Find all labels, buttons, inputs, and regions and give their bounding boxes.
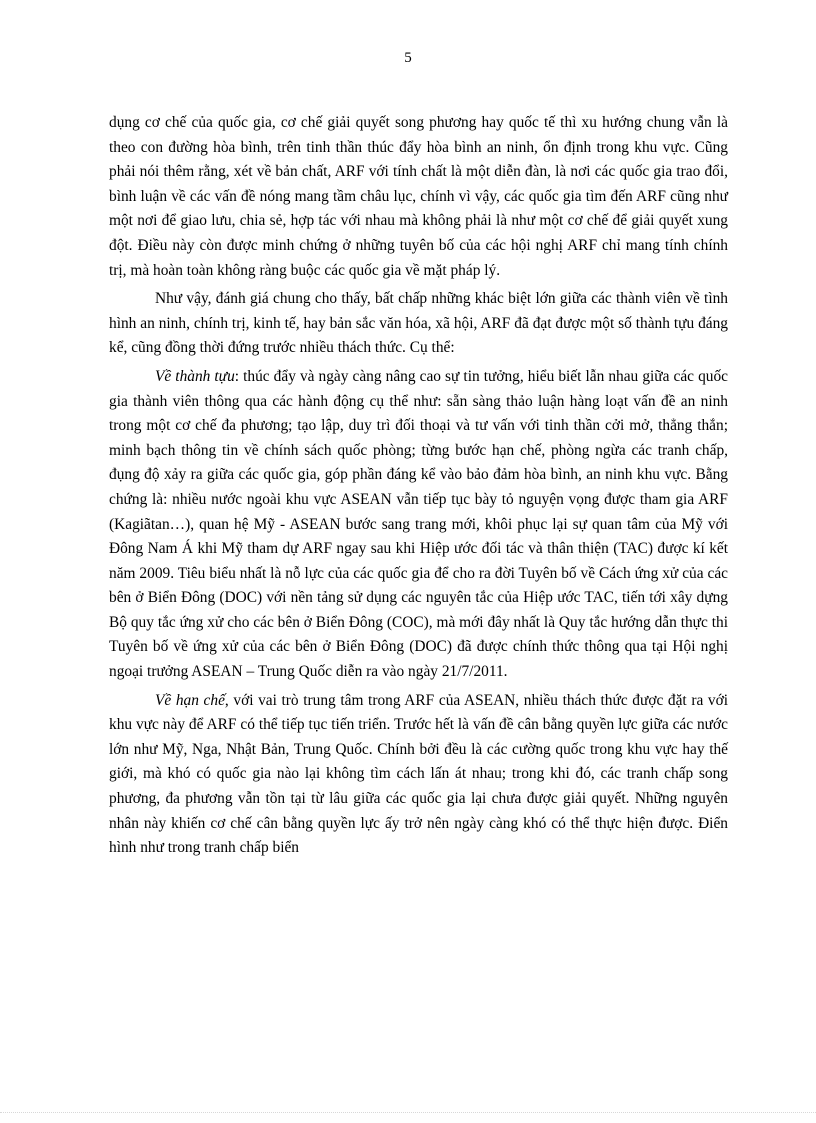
page-number: 5 — [404, 50, 412, 66]
achievements-heading: Về thành tựu — [155, 367, 235, 385]
body-text — [109, 111, 728, 865]
paragraph-overview: Như vậy, đánh giá chung cho thấy, bất chấp những khác biệt lớn giữa các thành viên về tình hình an ninh, chính trị, kinh tế, hay bản sắc văn hóa, xã hội, ARF đã đạt được một số thành tựu đáng kể, cũng đồng thời đứng trước nhiều thách thức. Cụ thể: — [109, 290, 728, 357]
page-bottom-divider — [0, 1112, 816, 1113]
achievements-text: : thúc đẩy và ngày càng nâng cao sự tin tưởng, hiểu biết lẫn nhau giữa các quốc gia thành viên thông qua các hành động cụ thể như: sẵn sàng thảo luận hàng loạt vấn đề an ninh trong một cơ chế đa phương; tạo lập, duy trì đối thoại và tư vấn với tinh thần cởi mở, thẳng thắn; minh bạch thông tin về chính sách quốc phòng; từng bước hạn chế, phòng ngừa các tranh chấp, đụng độ xảy ra giữa các quốc gia, góp phần đáng kể vào bảo đảm hòa bình, an ninh khu vực. Bằng chứng là: nhiều nước ngoài khu vực ASEAN vẫn tiếp tục bày tỏ nguyện vọng được tham gia ARF (Kagiãtan…), quan hệ Mỹ - ASEAN bước sang trang mới, khôi phục lại sự quan tâm của Mỹ với Đông Nam Á khi Mỹ tham dự ARF ngay sau khi Hiệp ước đối tác và thân thiện (TAC) được kí kết năm 2009. Tiêu biểu nhất là nỗ lực của các quốc gia để cho ra đời Tuyên bố về Cách ứng xử của các bên ở Biển Đông (DOC) với nền tảng sử dụng các nguyên tắc của Hiệp ước TAC, tiến tới xây dựng Bộ quy tắc ứng xử cho các bên ở Biển Đông (COC), mà mới đây nhất là Quy tắc hướng dẫn thực thi Tuyên bố về ứng xử của các bên ở Biển Đông (DOC) đã được chính thức thông qua tại Hội nghị ngoại trưởng ASEAN – Trung Quốc diễn ra vào ngày 21/7/2011. — [109, 367, 728, 681]
limitations-text: , với vai trò trung tâm trong ARF của ASEAN, nhiều thách thức được đặt ra với khu vực này để ARF có thể tiếp tục tiến triển. Trước hết là vấn đề cân bằng quyền lực giữa các nước lớn như Mỹ, Nga, Nhật Bản, Trung Quốc. Chính bởi đều là các cường quốc trong khu vực hay thế giới, mà khó có quốc gia nào lại không tìm cách lấn át nhau; trong khi đó, các tranh chấp song phương, đa phương vẫn tồn tại từ lâu giữa các quốc gia lại chưa được giải quyết. Những nguyên nhân này khiến cơ chế cân bằng quyền lực ấy trở nên ngày càng khó có thể thực hiện được. Điển hình như trong tranh chấp biển — [109, 691, 729, 857]
limitations-heading: Về hạn chế — [155, 691, 225, 709]
paragraph-continuation: dụng cơ chế của quốc gia, cơ chế giải quyết song phương hay quốc tế thì xu hướng chung vẫn là theo con đường hòa bình, trên tinh thần thúc đẩy hòa bình an ninh, ổn định trong khu vực. Cũng phải nói thêm rằng, xét về bản chất, ARF với tính chất là một diễn đàn, là nơi các quốc gia trao đổi, bình luận về các vấn đề nóng mang tầm châu lục, chính vì vậy, các quốc gia tìm đến ARF cũng như một nơi để giao lưu, chia sẻ, hợp tác với nhau mà không phải là như một cơ chế để giải quyết xung đột. Điều này còn được minh chứng ở những tuyên bố của các hội nghị ARF chỉ mang tính chính trị, mà hoàn toàn không ràng buộc các quốc gia về mặt pháp lý. — [109, 114, 728, 279]
paragraph-achievements — [109, 365, 728, 685]
paragraph-limitations — [109, 689, 728, 861]
